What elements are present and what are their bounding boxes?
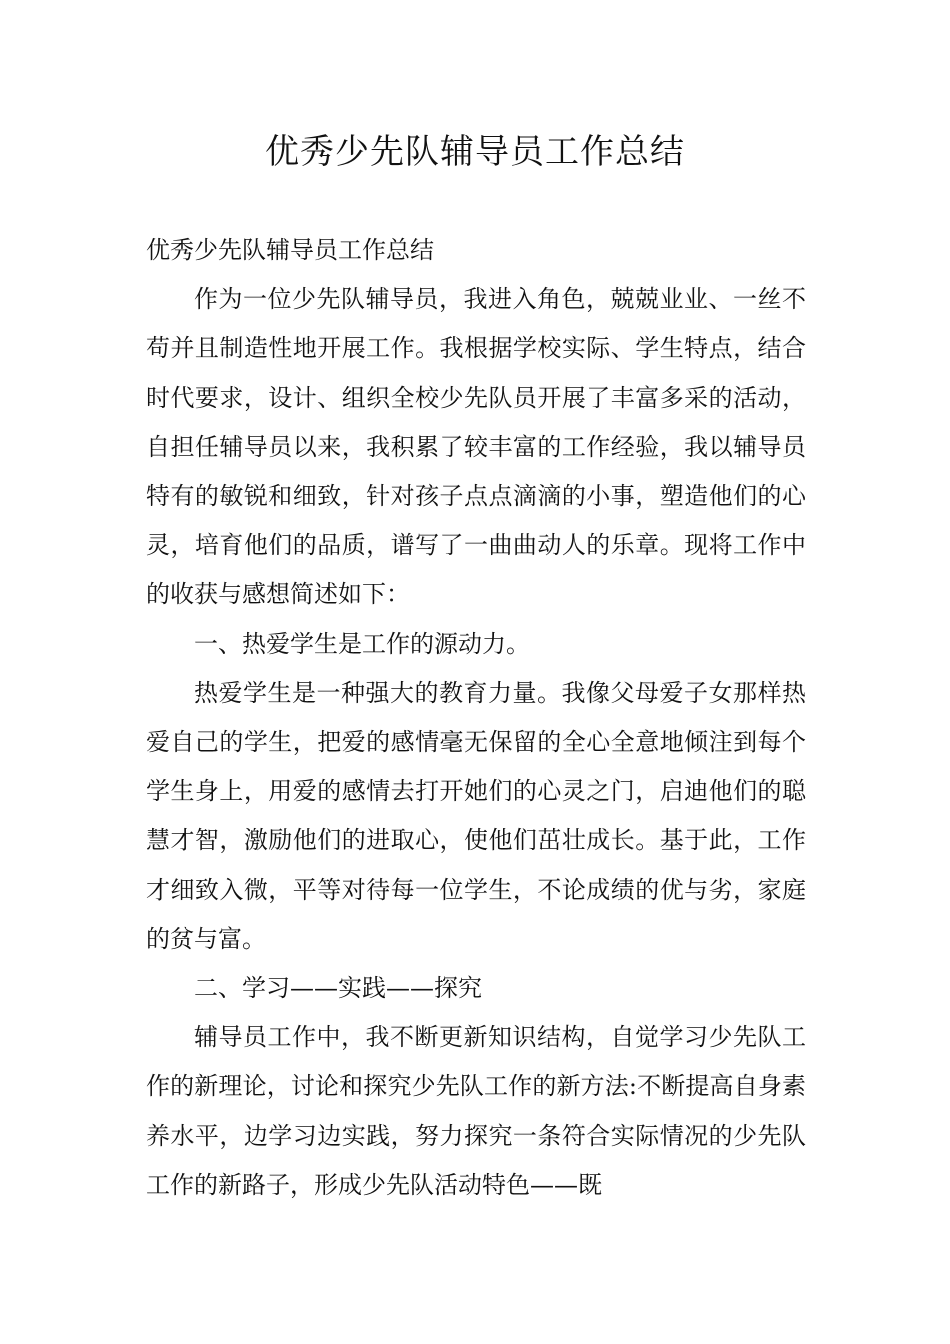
paragraph-section-1: 热爱学生是一种强大的教育力量。我像父母爱子女那样热爱自己的学生，把爱的感情毫无保留的全心全意地倾注到每个学生身上，用爱的感情去打开她们的心灵之门，启迪他们的聪慧才智，激励他们的进取心，使他们茁壮成长。基于此，工作才细致入微，平等对待每一位学生，不论成绩的优与劣，家庭的贫与富。 — [146, 678, 806, 953]
paragraph-intro: 作为一位少先队辅导员，我进入角色，兢兢业业、一丝不苟并且制造性地开展工作。我根据学校实际、学生特点，结合时代要求，设计、组织全校少先队员开展了丰富多采的活动，自担任辅导员以来，我积累了较丰富的工作经验，我以辅导员特有的敏锐和细致，针对孩子点点滴滴的小事，塑造他们的心灵，培育他们的品质，谱写了一曲曲动人的乐章。现将工作中的收获与感想简述如下： — [146, 285, 806, 609]
paragraph-section-2: 辅导员工作中，我不断更新知识结构，自觉学习少先队工作的新理论，讨论和探究少先队工作的新方法:不断提高自身素养水平，边学习边实践，努力探究一条符合实际情况的少先队工作的新路子，形成少先队活动特色——既 — [146, 1023, 806, 1199]
document-title: 优秀少先队辅导员工作总结 — [265, 132, 685, 172]
section-heading-1: 一、热爱学生是工作的源动力。 — [194, 629, 530, 658]
document-body — [146, 226, 806, 1210]
document-subtitle: 优秀少先队辅导员工作总结 — [146, 236, 434, 264]
section-heading-2: 二、学习——实践——探究 — [194, 974, 482, 1003]
